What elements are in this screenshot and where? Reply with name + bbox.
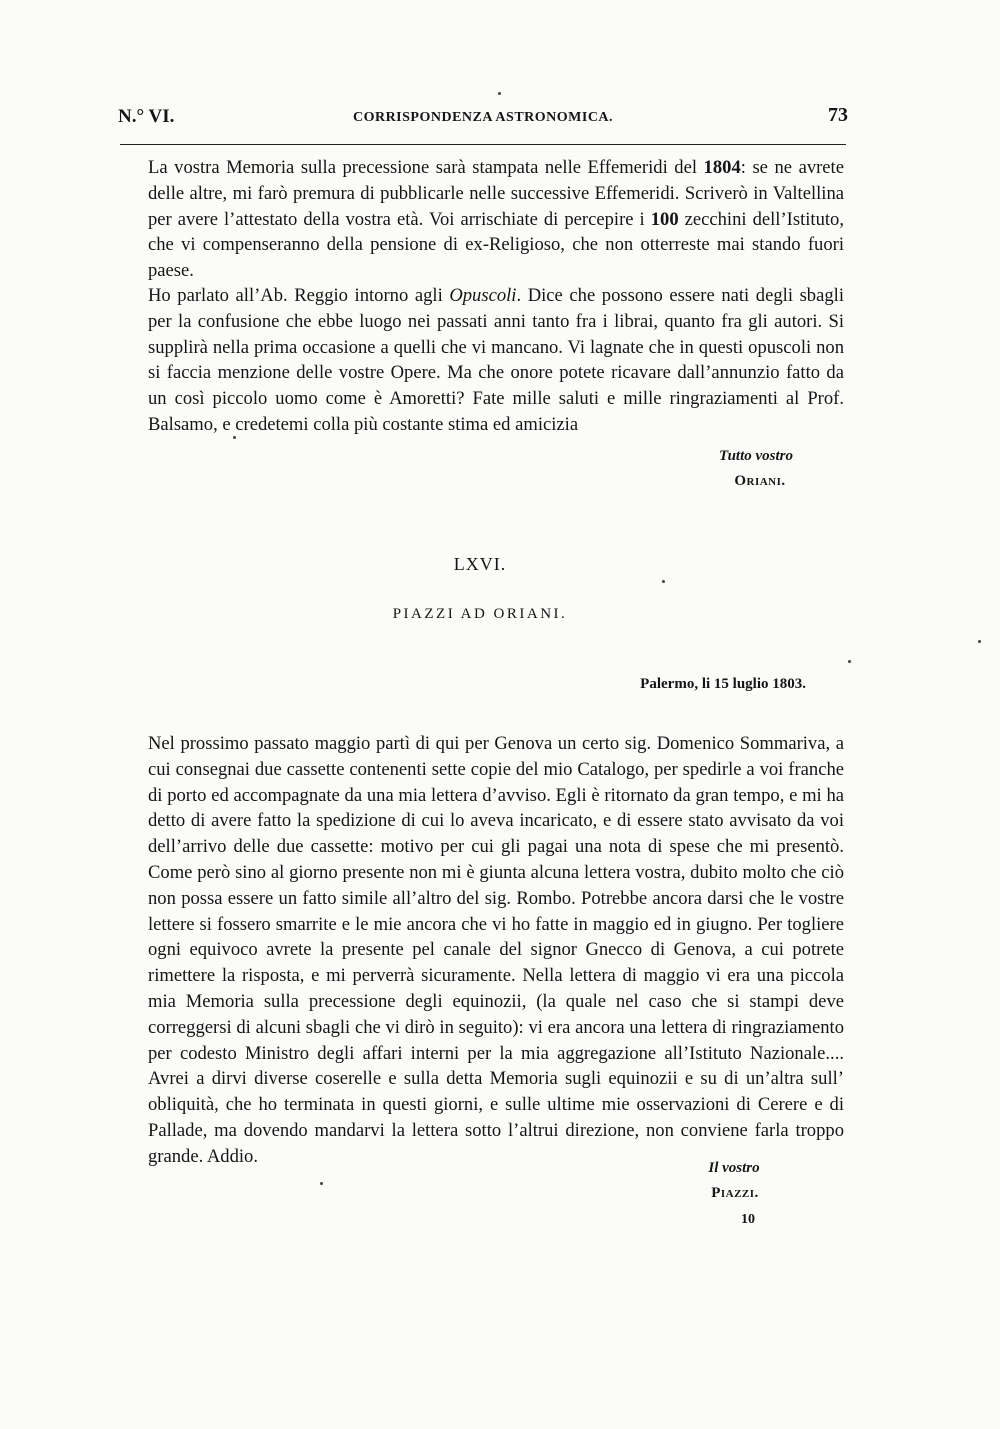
letter2-closing: Il vostro xyxy=(708,1160,760,1176)
letter1-signature: Oriani. xyxy=(734,473,786,489)
ink-speck xyxy=(233,436,236,439)
text-run: . Dice che possono essere nati degli sbagli per la confusione che ebbe luogo nei passati anni tanto fra i librai, quanto fra gli autori. Si supplirà nella prima occasione a quelli che vi mancano. Vi lagnate che in questi opuscoli non si faccia menzione delle vostre Opere. Ma che onore potete ricavare dall’annunzio fatto da un così piccolo uomo come è Amoretti? Fate mille saluti e mille ringraziamenti al Prof. Balsamo, e credetemi colla più costante stima ed amicizia xyxy=(148,285,844,435)
letter-place-date: Palermo, li 15 luglio 1803. xyxy=(640,676,806,692)
letter1-closing: Tutto vostro xyxy=(718,448,794,464)
text-run: Ho parlato all’Ab. Reggio intorno agli xyxy=(148,285,450,306)
issue-number: N.° VI. xyxy=(118,106,175,127)
text-run: : se ne avrete delle altre, mi farò premura di pubblicarle nelle successive Effemeridi. Scriverò in Valtellina per avere l’attestato della vostra età. Voi arrischiate di percepire i xyxy=(148,157,844,230)
signature-mark: 10 xyxy=(741,1212,755,1227)
ink-speck xyxy=(498,92,501,95)
ink-speck xyxy=(320,1182,323,1185)
amount-number: 100 xyxy=(650,208,679,230)
ink-speck xyxy=(848,660,851,663)
text-run: zecchini dell’Istituto, che vi compenseranno della pensione di ex-Religioso, che non otterreste mai stando fuori paese. xyxy=(148,208,844,282)
letter1-paragraph-2 xyxy=(148,283,844,438)
page-number: 73 xyxy=(828,104,848,126)
ink-speck xyxy=(662,580,665,583)
letter2-signature: Piazzi. xyxy=(711,1185,759,1201)
running-title: CORRISPONDENZA ASTRONOMICA. xyxy=(352,110,614,125)
letter-number: LXVI. xyxy=(453,554,507,574)
running-header xyxy=(118,104,848,134)
letter2-body: Nel prossimo passato maggio partì di qui per Genova un certo sig. Domenico Sommariva, a cui consegnai due cassette contenenti sette copie del mio Catalogo, per spedirle a voi franche di porto ed accompagnate da una mia lettera d’avviso. Egli è ritornato da gran tempo, e mi ha detto di avere fatto la spedizione di cui lo aveva incaricato, e di essere stato avvisato da voi dell’arrivo delle due cassette: motivo per cui gli pagai una nota di spese che mi presentò. Come però sino al giorno presente non mi è giunta alcuna lettera vostra, dubito molto che ciò non possa essere un fatto simile all’altro del sig. Rombo. Potrebbe ancora darsi che le vostre lettere si fossero smarrite e le mie ancora che vi ho fatte in maggio ed in giugno. Per togliere ogni equivoco avrete la presente pel canale del signor Gnecco di Genova, a cui potrete rimettere la risposta, e mi perverrà sicuramente. Nella lettera di maggio vi era una piccola mia Memoria sulla precessione degli equinozii, (la quale nel caso che si stampi deve correggersi di alcuni sbagli che vi dirò in seguito): vi era ancora una lettera di ringraziamento per codesto Ministro degli affari interni per la mia aggregazione all’Istituto Nazionale.... Avrei a dirvi diverse coserelle e sulla detta Memoria sugli equinozii e su di un’altra sull’ obliquità, che ho terminata in questi giorni, e sulle ultime mie osservazioni di Cerere e di Pallade, ma dovendo mandarvi la lettera sotto l’altrui direzione, non conviene farla troppo grande. Addio. xyxy=(148,733,844,1167)
work-title: Opuscoli xyxy=(449,285,517,306)
ink-speck xyxy=(978,640,981,643)
text-run: La vostra Memoria sulla precessione sarà stampata nelle Effemeridi del xyxy=(148,157,704,178)
year-number: 1804 xyxy=(703,157,741,178)
letter1-paragraph-1 xyxy=(148,155,844,284)
header-rule xyxy=(120,144,846,145)
letter-title: PIAZZI AD ORIANI. xyxy=(392,606,568,622)
